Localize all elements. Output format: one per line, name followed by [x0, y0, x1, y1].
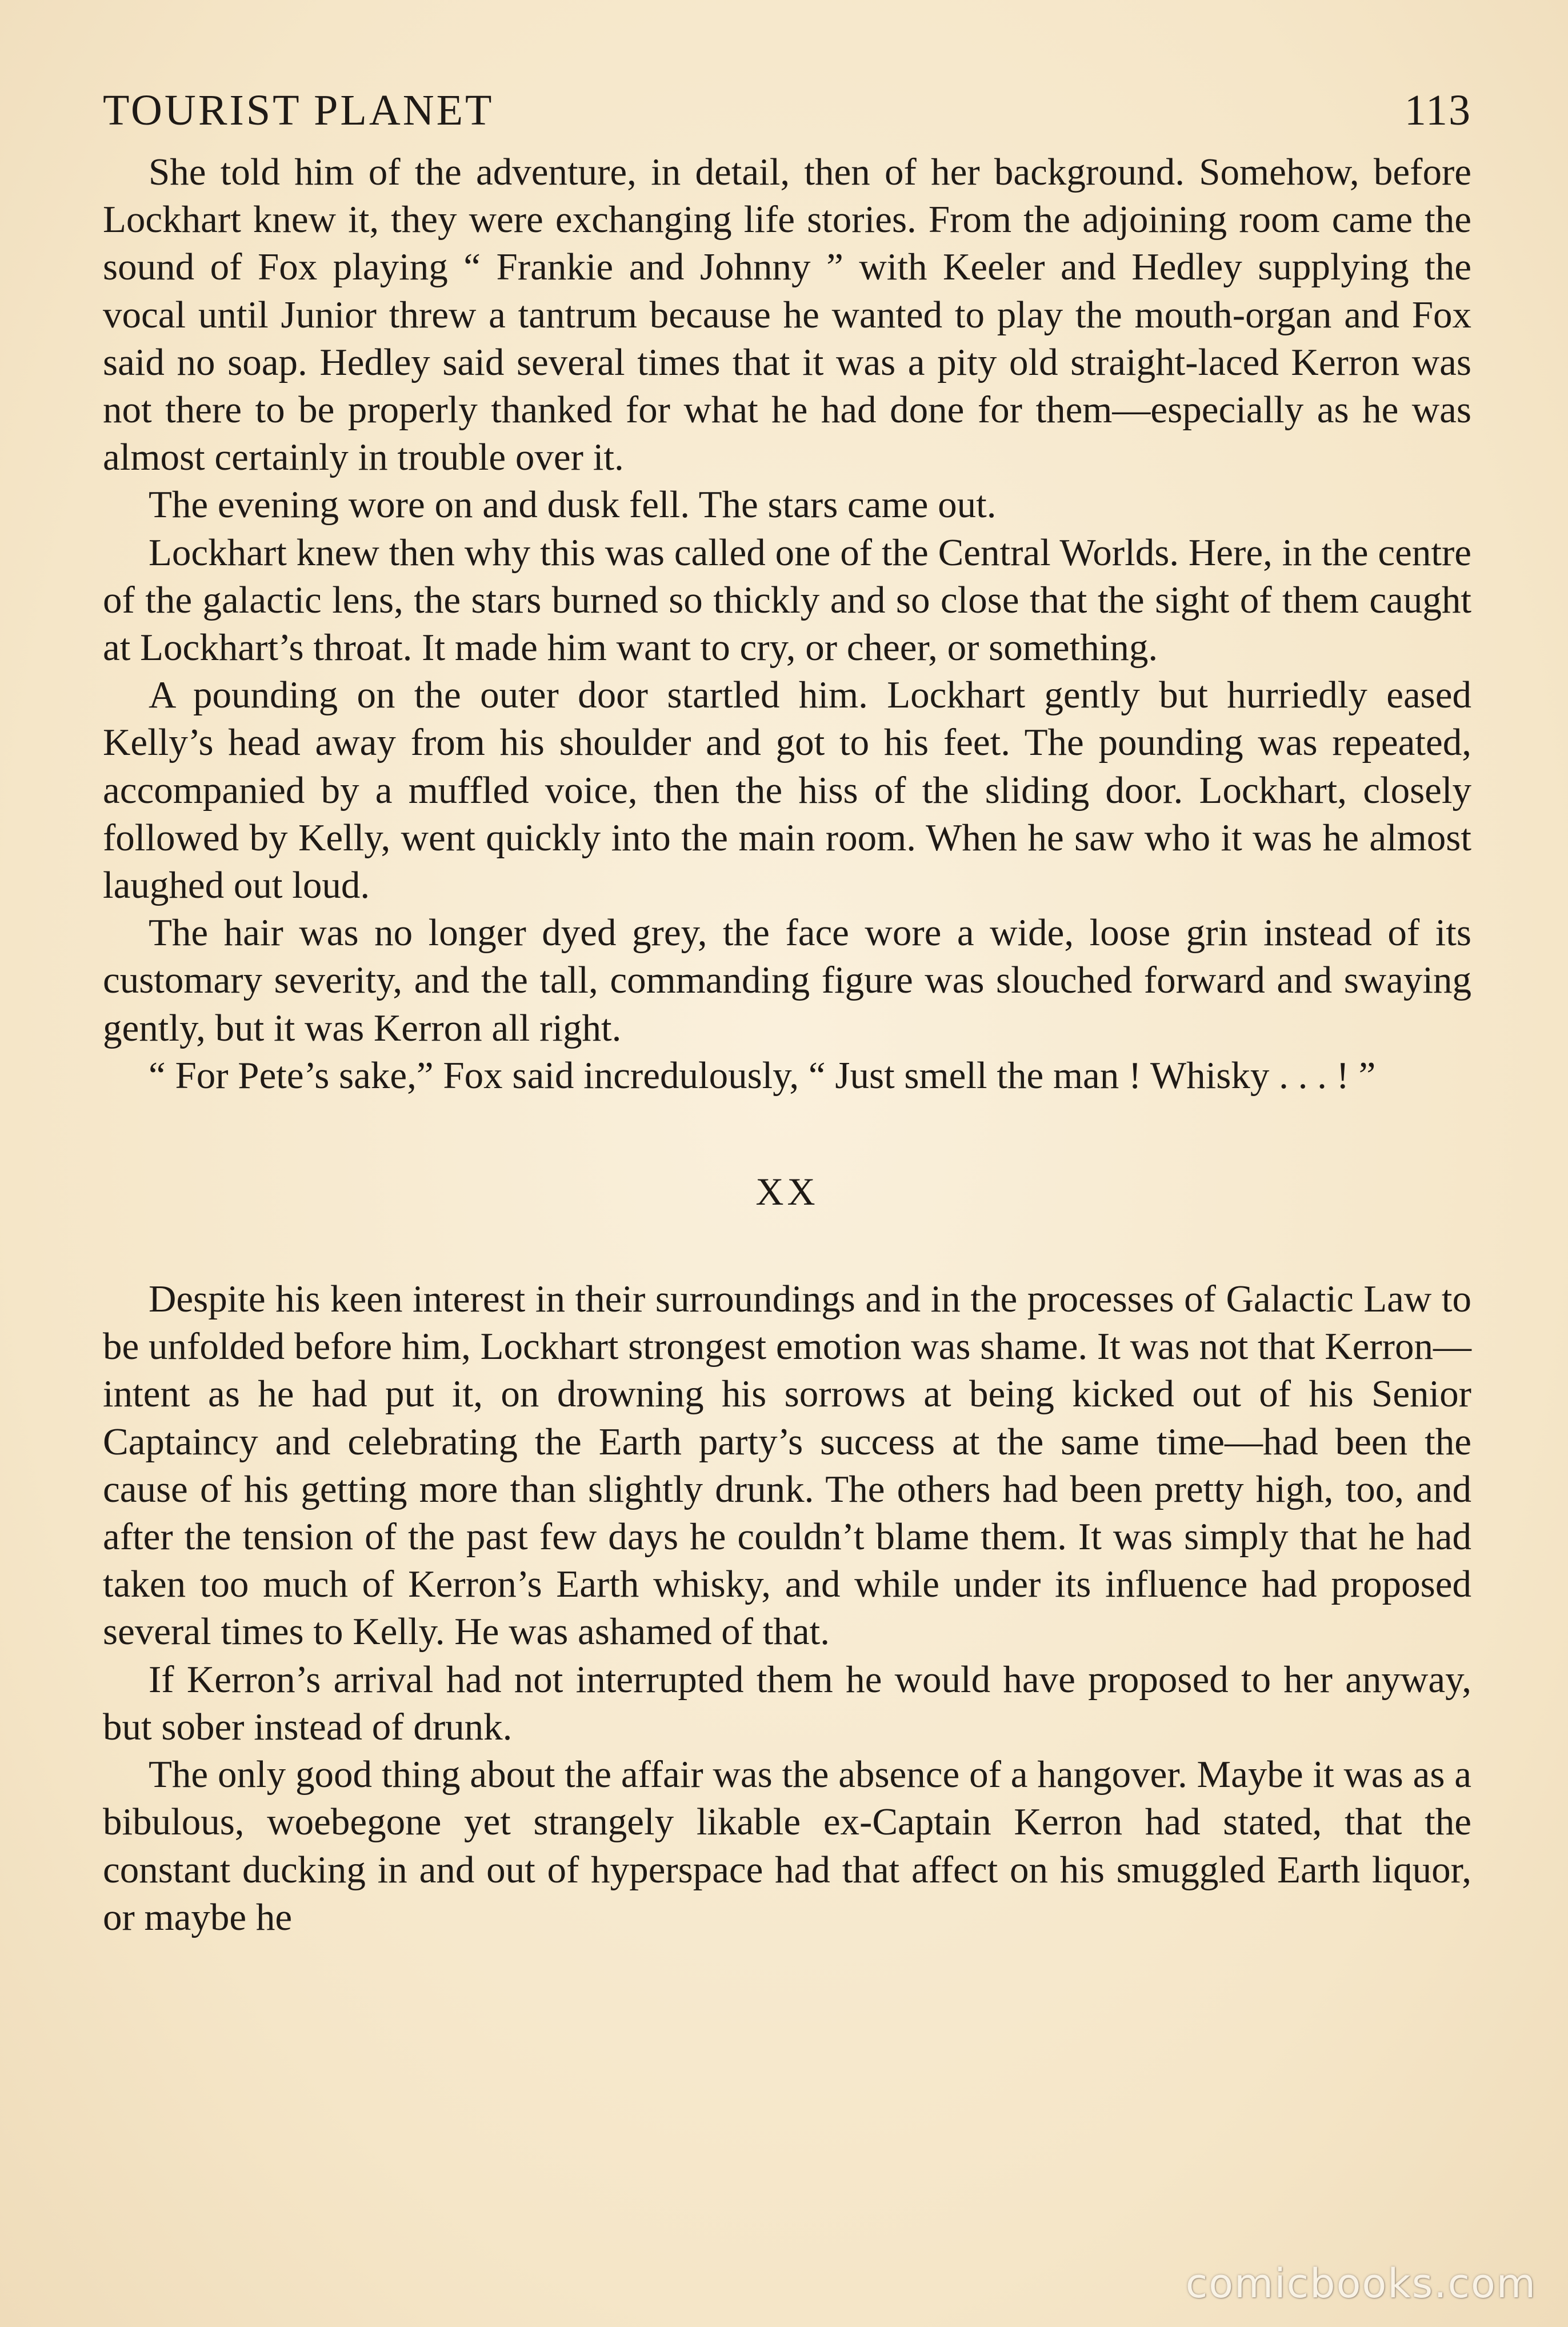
paragraph: Despite his keen interest in their surroundings and in the processes of Galactic Law to be unfolded before him, Lockhart strongest emotion was shame. It was not that Kerron—intent as he had put it, on drowning his sorrows at being kicked out of his Senior Captaincy and celebrating the Earth party’s success at the same time—had been the cause of his getting more than slightly drunk. The others had been pretty high, too, and after the tension of the past few days he couldn’t blame them. It was simply that he had taken too much of Kerron’s Earth whisky, and while under its influence had proposed several times to Kelly. He was ashamed of that. — [103, 1278, 1471, 1653]
running-head — [103, 86, 1471, 149]
paragraph: The evening wore on and dusk fell. The stars came out. — [149, 483, 997, 526]
chapter-heading: XX — [755, 1170, 819, 1214]
page-number: 113 — [1404, 86, 1471, 134]
paragraph: The hair was no longer dyed grey, the face wore a wide, loose grin instead of its customary severity, and the tall, commanding figure was slouched forward and swaying gently, but it was Kerron all right. — [103, 911, 1471, 1049]
paragraph: Lockhart knew then why this was called one of the Central Worlds. Here, in the centre of the galactic lens, the stars burned so thickly and so close that the sight of them caught at Lockhart’s throat. It made him want to cry, or cheer, or something. — [103, 531, 1471, 669]
book-page — [103, 86, 1471, 1941]
paragraph: The only good thing about the affair was the absence of a hangover. Maybe it was as a bibulous, woebegone yet strangely likable ex-Captain Kerron had stated, that the constant ducking in and out of hyperspace had that affect on his smuggled Earth liquor, or maybe he — [103, 1753, 1471, 1938]
site-watermark: comicbooks.com — [1185, 2260, 1537, 2307]
body-text-after — [103, 1276, 1471, 1941]
body-text-before — [103, 149, 1471, 1099]
paragraph: She told him of the adventure, in detail, then of her background. Somehow, before Lockhart knew it, they were exchanging life stories. From the adjoining room came the sound of Fox playing “ Frankie and Johnny ” with Keeler and Hedley supplying the vocal until Junior threw a tantrum because he wanted to play the mouth-organ and Fox said no soap. Hedley said several times that it was a pity old straight-laced Kerron was not there to be properly thanked for what he had done for them—especially as he was almost certainly in trouble over it. — [103, 151, 1471, 479]
paragraph: “ For Pete’s sake,” Fox said incredulously, “ Just smell the man ! Whisky . . . ! ” — [149, 1054, 1376, 1097]
paragraph: A pounding on the outer door startled him. Lockhart gently but hurriedly eased Kelly’s head away from his shoulder and got to his feet. The pounding was repeated, accompanied by a muffled voice, then the hiss of the sliding door. Lockhart, closely followed by Kelly, went quickly into the main room. When he saw who it was he almost laughed out loud. — [103, 674, 1471, 907]
paragraph: If Kerron’s arrival had not interrupted them he would have proposed to her anyway, but sober instead of drunk. — [103, 1658, 1471, 1748]
running-title: TOURIST PLANET — [103, 86, 494, 134]
